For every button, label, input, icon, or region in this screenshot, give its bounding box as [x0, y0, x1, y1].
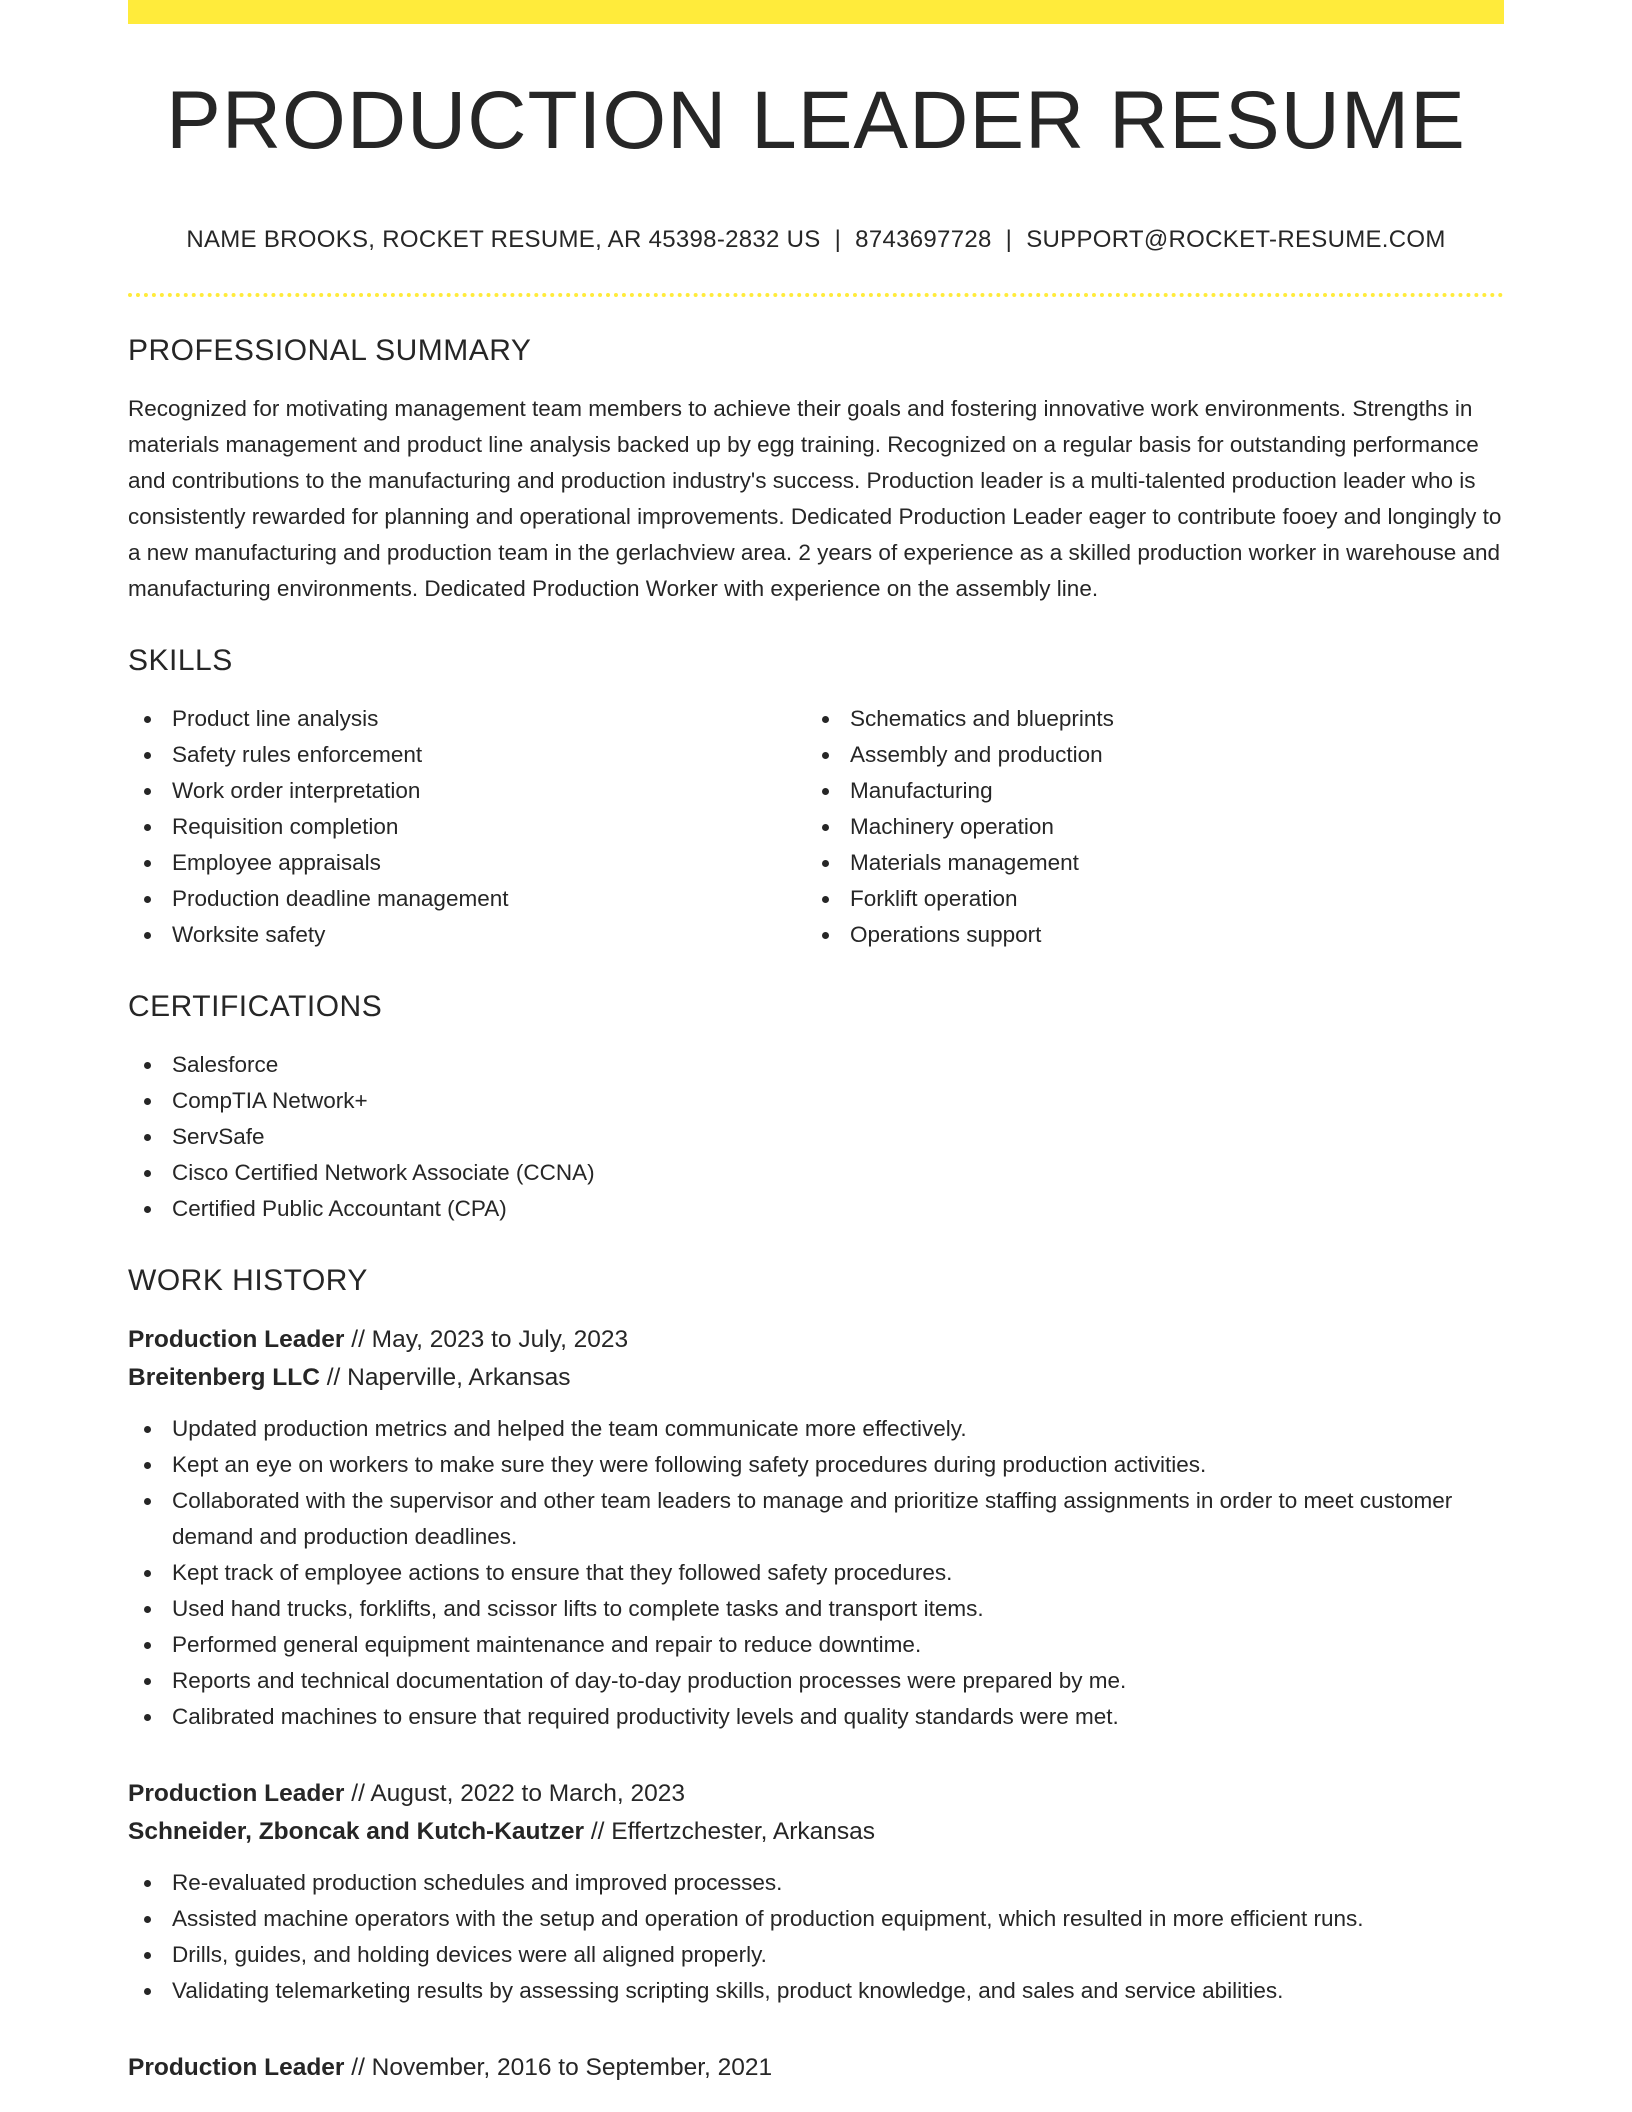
list-item: Worksite safety — [128, 917, 806, 953]
list-item: CompTIA Network+ — [128, 1083, 1504, 1119]
summary-text: Recognized for motivating management team members to achieve their goals and fostering innovative work environments. Strengths in materials management and product line analysis backed up by egg training. Recognized on a regular basis for outstanding performance and contributions to the manufacturing and production industry's success. Production leader is a multi-talented production leader who is consistently rewarded for planning and operational improvements. Dedicated Production Leader eager to contribute fooey and longingly to a new manufacturing and production team in the gerlachview area. 2 years of experience as a skilled production worker in warehouse and manufacturing environments. Dedicated Production Worker with experience on the assembly line. — [128, 395, 1502, 601]
skills-grid — [128, 701, 1504, 953]
job-company: Breitenberg LLC — [128, 1363, 320, 1391]
list-item: Reports and technical documentation of day-to-day production processes were prepared by me. — [128, 1663, 1504, 1699]
contact-phone: 8743697728 — [855, 226, 992, 253]
job-entry — [128, 1775, 1504, 2009]
job-location: // Effertzchester, Arkansas — [590, 1817, 876, 1845]
job-role: Production Leader — [128, 1325, 345, 1353]
list-item: Kept track of employee actions to ensure that they followed safety procedures. — [128, 1555, 1504, 1591]
list-item: Requisition completion — [128, 809, 806, 845]
certifications-heading: CERTIFICATIONS — [128, 989, 383, 1023]
list-item: Kept an eye on workers to make sure they were following safety procedures during production activities. — [128, 1447, 1504, 1483]
contact-address: NAME BROOKS, ROCKET RESUME, AR 45398-2832 US — [186, 226, 821, 253]
job-company-line — [128, 1813, 1504, 1851]
top-accent-bar — [128, 0, 1504, 24]
job-role-line — [128, 1321, 1504, 1359]
certifications-list — [128, 1047, 1504, 1227]
job-company-line — [128, 1359, 1504, 1397]
list-item: Used hand trucks, forklifts, and scissor lifts to complete tasks and transport items. — [128, 1591, 1504, 1627]
list-item: Performed general equipment maintenance and repair to reduce downtime. — [128, 1627, 1504, 1663]
list-item: Updated production metrics and helped the team communicate more effectively. — [128, 1411, 1504, 1447]
work-history-heading: WORK HISTORY — [128, 1263, 368, 1297]
dotted-divider — [128, 293, 1504, 297]
skills-heading: SKILLS — [128, 643, 233, 677]
list-item: Employee appraisals — [128, 845, 806, 881]
job-role-line — [128, 2049, 1504, 2087]
contact-email[interactable]: SUPPORT@ROCKET-RESUME.COM — [1026, 226, 1446, 253]
jobs-container — [128, 1321, 1504, 2087]
job-entry — [128, 1321, 1504, 1735]
list-item: Materials management — [806, 845, 1484, 881]
certifications-section — [128, 989, 1504, 1227]
job-company: Schneider, Zboncak and Kutch-Kautzer — [128, 1817, 585, 1845]
list-item: Assisted machine operators with the setup and operation of production equipment, which resulted in more efficient runs. — [128, 1901, 1504, 1937]
list-item: ServSafe — [128, 1119, 1504, 1155]
job-location: // Naperville, Arkansas — [326, 1363, 571, 1391]
job-role: Production Leader — [128, 2053, 345, 2081]
list-item: Forklift operation — [806, 881, 1484, 917]
work-history-section — [128, 1263, 1504, 2087]
list-item: Salesforce — [128, 1047, 1504, 1083]
job-role-line — [128, 1775, 1504, 1813]
skills-left-list — [128, 701, 806, 953]
list-item: Production deadline management — [128, 881, 806, 917]
job-dates: // May, 2023 to July, 2023 — [351, 1325, 629, 1353]
job-dates: // November, 2016 to September, 2021 — [351, 2053, 773, 2081]
list-item: Collaborated with the supervisor and other team leaders to manage and prioritize staffing assignments in order to meet customer demand and production deadlines. — [128, 1483, 1504, 1555]
list-item: Product line analysis — [128, 701, 806, 737]
list-item: Certified Public Accountant (CPA) — [128, 1191, 1504, 1227]
job-role: Production Leader — [128, 1779, 345, 1807]
list-item: Machinery operation — [806, 809, 1484, 845]
list-item: Cisco Certified Network Associate (CCNA) — [128, 1155, 1504, 1191]
list-item: Safety rules enforcement — [128, 737, 806, 773]
job-entry — [128, 2049, 1504, 2087]
list-item: Drills, guides, and holding devices were all aligned properly. — [128, 1937, 1504, 1973]
list-item: Calibrated machines to ensure that required productivity levels and quality standards were met. — [128, 1699, 1504, 1735]
summary-heading: PROFESSIONAL SUMMARY — [128, 333, 532, 367]
summary-section — [128, 333, 1504, 607]
contact-line — [128, 226, 1504, 255]
job-bullets — [128, 1411, 1504, 1735]
list-item: Operations support — [806, 917, 1484, 953]
list-item: Schematics and blueprints — [806, 701, 1484, 737]
skills-section — [128, 643, 1504, 953]
list-item: Validating telemarketing results by assessing scripting skills, product knowledge, and sales and service abilities. — [128, 1973, 1504, 2009]
contact-separator: | — [1005, 226, 1013, 253]
job-bullets — [128, 1865, 1504, 2009]
list-item: Re-evaluated production schedules and improved processes. — [128, 1865, 1504, 1901]
job-dates: // August, 2022 to March, 2023 — [351, 1779, 685, 1807]
contact-separator: | — [834, 226, 842, 253]
skills-right-list — [806, 701, 1484, 953]
list-item: Assembly and production — [806, 737, 1484, 773]
resume-title: PRODUCTION LEADER RESUME — [166, 75, 1466, 166]
list-item: Work order interpretation — [128, 773, 806, 809]
list-item: Manufacturing — [806, 773, 1484, 809]
